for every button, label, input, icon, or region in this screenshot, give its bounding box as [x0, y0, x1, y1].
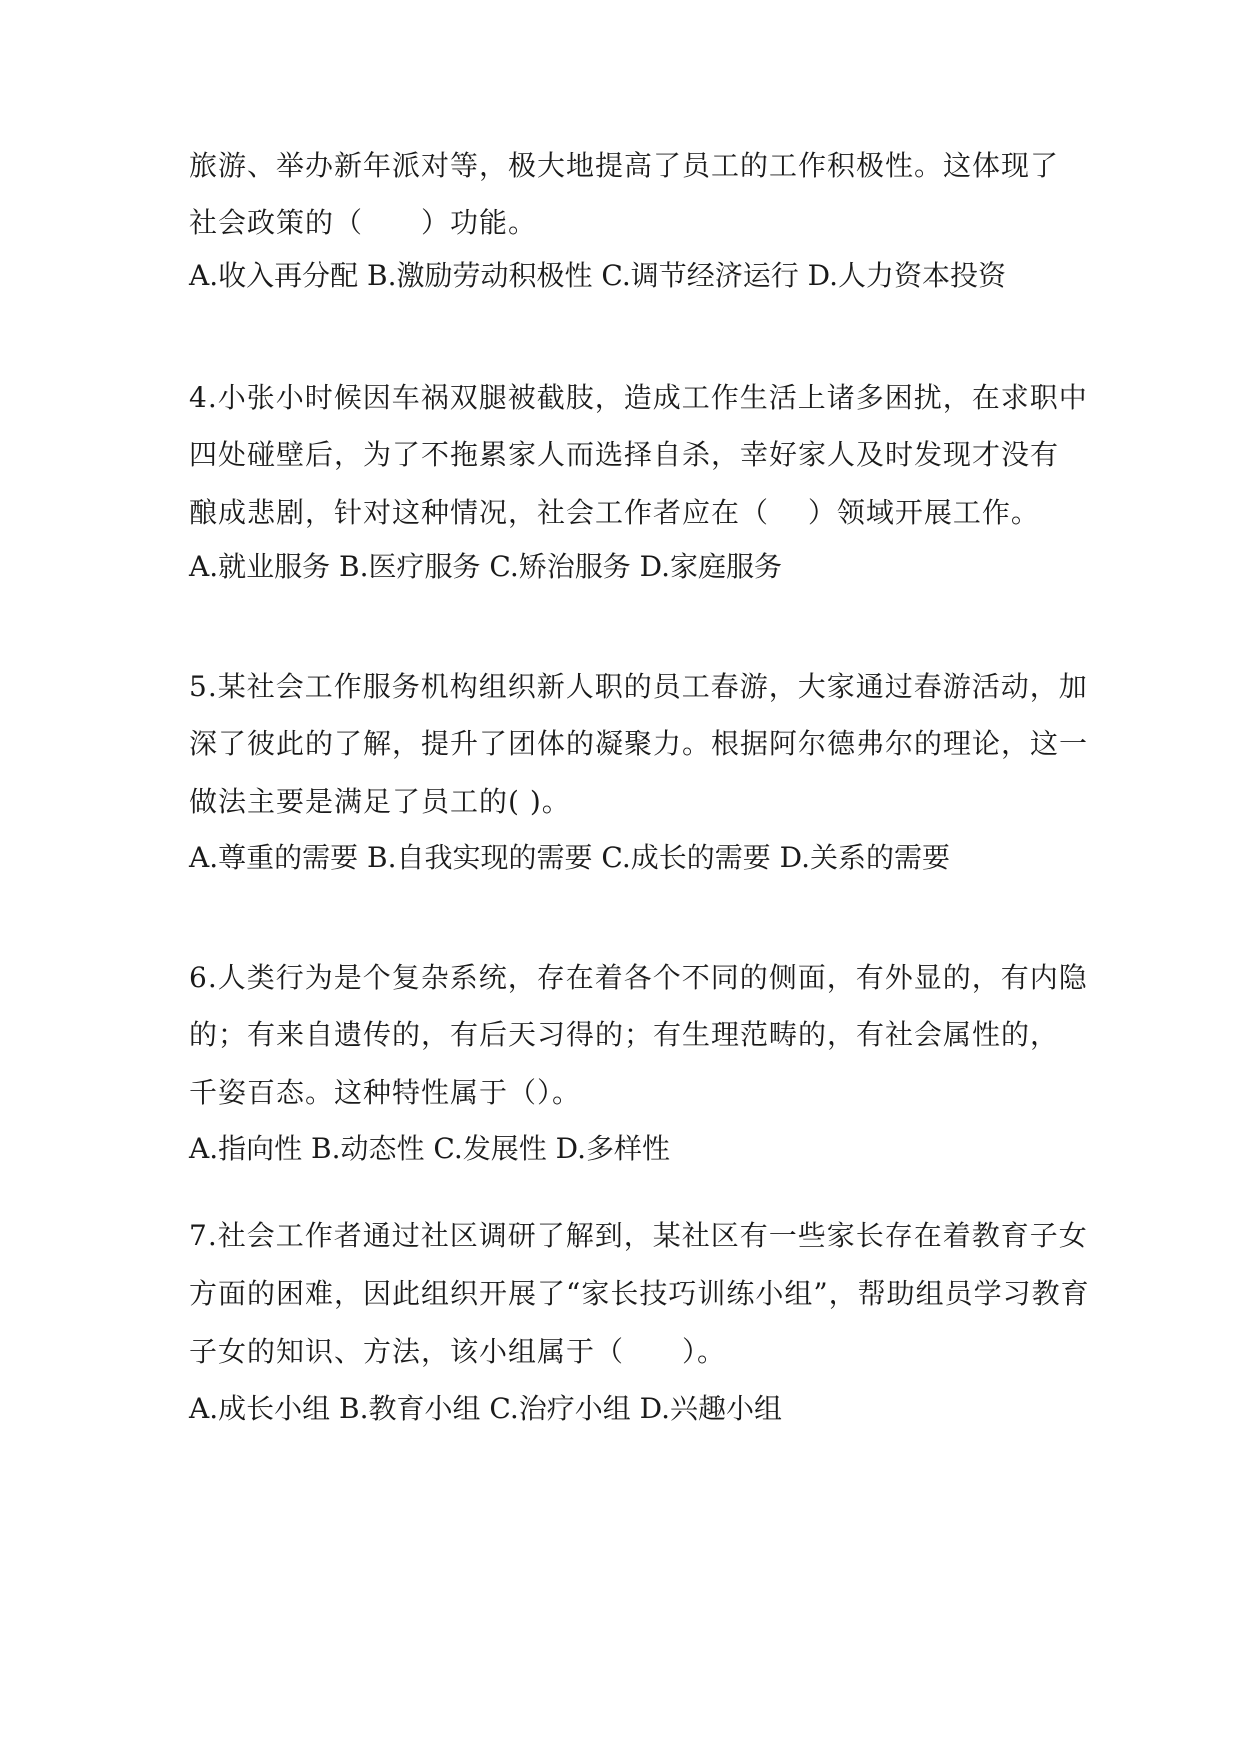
q4-options: A.就业服务 B.医疗服务 C.矫治服务 D.家庭服务 — [189, 550, 782, 583]
q5-options: A.尊重的需要 B.自我实现的需要 C.成长的需要 D.关系的需要 — [189, 841, 950, 874]
q3-options: A.收入再分配 B.激励劳动积极性 C.调节经济运行 D.人力资本投资 — [189, 259, 1006, 292]
q3-line-2: 社会政策的（ ）功能。 — [189, 206, 538, 239]
q3-line-1: 旅游、举办新年派对等，极大地提高了员工的工作积极性。这体现了 — [189, 149, 1060, 182]
q6-options: A.指向性 B.动态性 C.发展性 D.多样性 — [189, 1132, 670, 1165]
q7-line-1: 7.社会工作者通过社区调研了解到，某社区有一些家长存在着教育子女 — [189, 1219, 1088, 1252]
q7-line-2: 方面的困难，因此组织开展了“家长技巧训练小组”，帮助组员学习教育 — [189, 1277, 1090, 1310]
q7-options: A.成长小组 B.教育小组 C.治疗小组 D.兴趣小组 — [189, 1392, 782, 1425]
q4-line-2: 四处碰壁后，为了不拖累家人而选择自杀，幸好家人及时发现才没有 — [189, 438, 1060, 471]
q6-line-1: 6.人类行为是个复杂系统，存在着各个不同的侧面，有外显的，有内隐 — [189, 961, 1088, 994]
q6-line-2: 的；有来自遗传的，有后天习得的；有生理范畴的，有社会属性的， — [189, 1018, 1060, 1051]
q7-line-3: 子女的知识、方法，该小组属于（ ）。 — [189, 1335, 727, 1368]
q5-line-1: 5.某社会工作服务机构组织新人职的员工春游，大家通过春游活动，加 — [189, 670, 1088, 703]
q4-line-3: 酿成悲剧，针对这种情况，社会工作者应在（ ）领域开展工作。 — [189, 496, 1040, 529]
q5-line-3: 做法主要是满足了员工的( )。 — [189, 785, 571, 818]
q6-line-3: 千姿百态。这种特性属于（）。 — [189, 1076, 582, 1109]
q5-line-2: 深了彼此的了解，提升了团体的凝聚力。根据阿尔德弗尔的理论，这一 — [189, 727, 1089, 760]
q4-line-1: 4.小张小时候因车祸双腿被截肢，造成工作生活上诸多困扰，在求职中 — [189, 381, 1088, 414]
